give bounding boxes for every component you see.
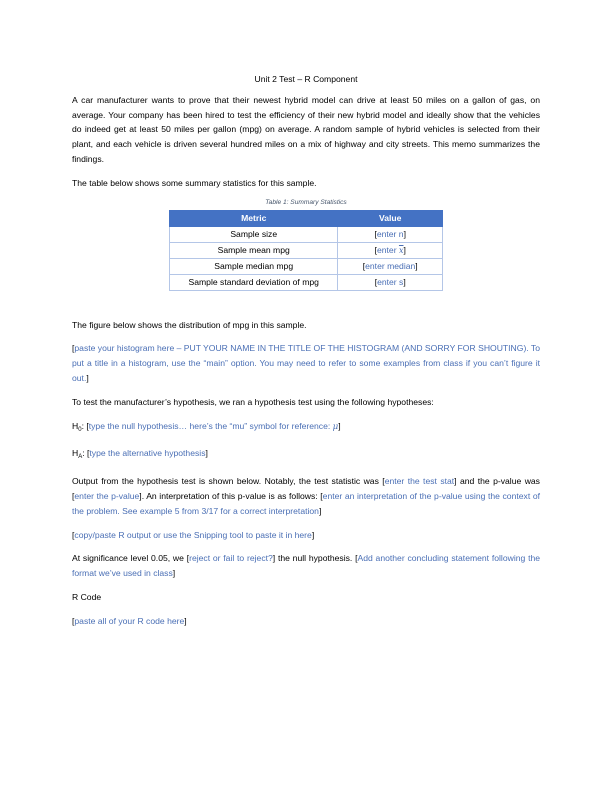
value-cell[interactable]: [enter s] bbox=[338, 274, 443, 290]
value-placeholder-prefix: enter bbox=[376, 244, 399, 255]
r-output-placeholder[interactable]: copy/paste R output or use the Snipping tool to paste it in here bbox=[74, 529, 312, 540]
x-bar-symbol: $\overline{x}$ bbox=[398, 245, 404, 255]
metric-cell: Sample standard deviation of mpg bbox=[170, 274, 338, 290]
null-hypothesis-line: $H_0$: [type the null hypothesis… here’s the “mu” symbol for reference: μ] bbox=[72, 420, 341, 433]
table-header-row bbox=[170, 210, 443, 226]
interpretation-placeholder[interactable]: enter an interpretation of the p-value using the context of the problem. See example 5 from 3/17 for a correct interpretation bbox=[72, 490, 540, 516]
r-code-placeholder-paragraph[interactable]: [paste all of your R code here] bbox=[72, 615, 187, 626]
table-caption: Table 1: Summary Statistics bbox=[265, 198, 347, 206]
metric-column-header: Metric bbox=[170, 210, 338, 226]
alternative-hypothesis-label: $H_A$ bbox=[72, 448, 83, 461]
summary-statistics-table bbox=[169, 210, 443, 291]
alternative-hypothesis-placeholder[interactable]: type the alternative hypothesis bbox=[89, 448, 206, 459]
table-row bbox=[170, 274, 443, 290]
conclusion-paragraph: At significance level 0.05, we [reject or fail to reject?] the null hypothesis. [Add another concluding statement following the format we’ve used in class] bbox=[72, 553, 541, 579]
null-hypothesis-placeholder[interactable]: type the null hypothesis… here’s the “mu” symbol for reference: μ bbox=[88, 420, 339, 432]
r-output-placeholder-paragraph[interactable]: [copy/paste R output or use the Snipping tool to paste it in here] bbox=[72, 529, 315, 540]
alternative-hypothesis-line: $H_A$: [type the alternative hypothesis] bbox=[72, 448, 208, 461]
value-placeholder[interactable]: enter n bbox=[376, 228, 404, 239]
hypothesis-intro-paragraph: To test the manufacturer’s hypothesis, we ran a hypothesis test using the following hypotheses: bbox=[72, 396, 434, 407]
value-placeholder[interactable]: enter median bbox=[365, 260, 416, 271]
value-cell[interactable]: [enter median] bbox=[338, 258, 443, 274]
null-hypothesis-label: $H_0$ bbox=[72, 420, 82, 433]
document-title: Unit 2 Test – R Component bbox=[254, 74, 358, 84]
histogram-placeholder[interactable]: paste your histogram here – PUT YOUR NAME IN THE TITLE OF THE HISTOGRAM (AND SORRY FOR SHOUTING). To put a title in a histogram, use the “main” option. You may need to refer to some examples from class if you can’t figure it out. bbox=[72, 343, 540, 383]
intro-paragraph: A car manufacturer wants to prove that their newest hybrid model can drive at least 50 miles on a gallon of gas, on average. Your company has been hired to test the efficiency of their new hybrid model and ideally show that the vehicles do indeed get at least 50 miles per gallon (mpg) on average. A random sample of hybrid vehicles is selected from their plant, and each vehicle is driven several hundred miles on a mix of highway and city streets. This memo summarizes the findings. bbox=[72, 94, 540, 164]
histogram-placeholder-paragraph[interactable]: [paste your histogram here – PUT YOUR NAME IN THE TITLE OF THE HISTOGRAM (AND SORRY FOR SHOUTING). To put a title in a histogram, use the “main” option. You may need to refer to some examples from class if you can’t figure it out.] bbox=[72, 343, 540, 383]
figure-intro-paragraph: The figure below shows the distribution of mpg in this sample. bbox=[72, 319, 307, 330]
r-code-heading: R Code bbox=[72, 591, 102, 602]
r-code-placeholder[interactable]: paste all of your R code here bbox=[74, 615, 185, 626]
metric-cell: Sample mean mpg bbox=[170, 242, 338, 258]
table-row bbox=[170, 226, 443, 242]
table-row bbox=[170, 242, 443, 258]
document-page bbox=[72, 72, 543, 638]
value-cell[interactable]: [enter $\overline{x}$] bbox=[338, 242, 443, 258]
value-placeholder[interactable]: enter s bbox=[377, 276, 404, 287]
mu-symbol: μ bbox=[332, 421, 339, 432]
p-value-placeholder[interactable]: enter the p-value bbox=[74, 490, 140, 501]
concluding-statement-placeholder[interactable]: Add another concluding statement following the format we’ve used in class bbox=[72, 553, 541, 579]
test-output-paragraph: Output from the hypothesis test is shown below. Notably, the test statistic was [enter the test stat] and the p-value was [enter the p-value]. An interpretation of this p-value is as follows: [enter an interpretation of the p-value using the context of the problem. See example 5 from 3/17 for a correct interpretation] bbox=[72, 476, 543, 516]
value-cell[interactable]: [enter n] bbox=[338, 226, 443, 242]
table-intro-paragraph: The table below shows some summary statistics for this sample. bbox=[72, 177, 317, 188]
metric-cell: Sample median mpg bbox=[170, 258, 338, 274]
decision-placeholder[interactable]: reject or fail to reject? bbox=[189, 553, 273, 564]
table-row bbox=[170, 258, 443, 274]
test-stat-placeholder[interactable]: enter the test stat bbox=[384, 476, 455, 487]
value-column-header: Value bbox=[338, 210, 443, 226]
value-placeholder[interactable] bbox=[377, 245, 404, 255]
metric-cell: Sample size bbox=[170, 226, 338, 242]
